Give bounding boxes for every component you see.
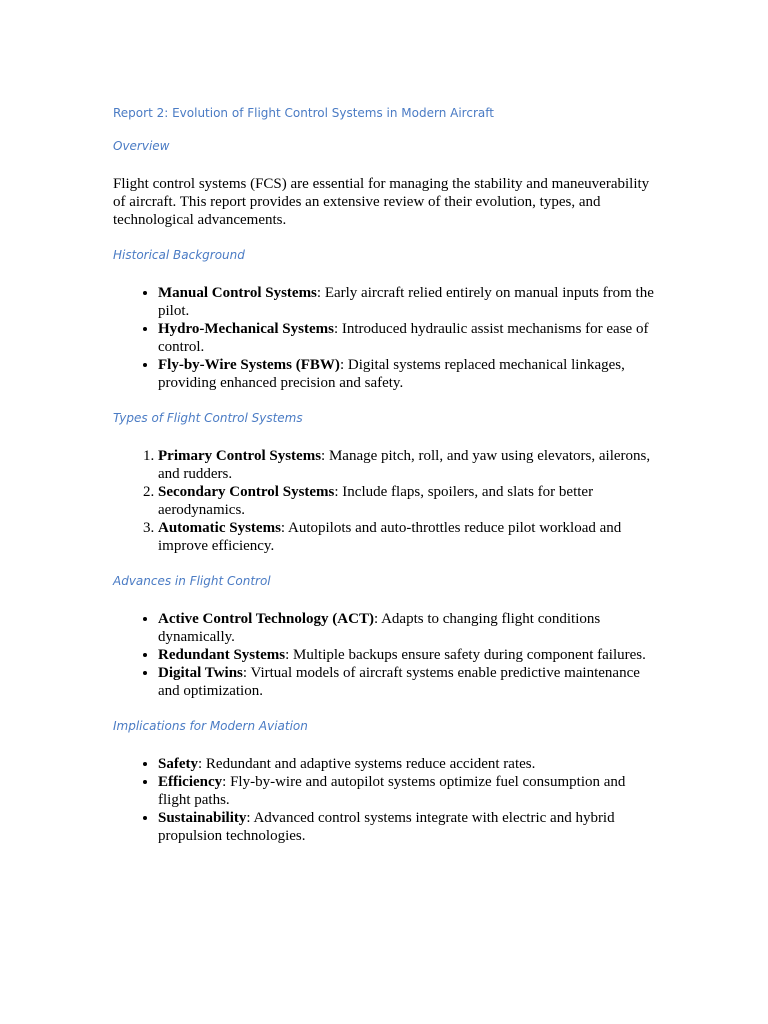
list-item: [158, 356, 658, 392]
list-item: [158, 773, 658, 809]
implications-heading: Implications for Modern Aviation: [113, 719, 308, 733]
implications-list: [113, 755, 658, 845]
list-item: [158, 610, 658, 646]
item-term: Manual Control Systems: [158, 285, 317, 301]
list-item: [158, 447, 658, 483]
list-item: [158, 483, 658, 519]
overview-paragraph: Flight control systems (FCS) are essential for managing the stability and maneuverability of aircraft. This report provides an extensive review of their evolution, types, and technological advancements.: [113, 176, 650, 228]
item-text: : Adapts to changing flight conditions dynamically.: [158, 611, 601, 645]
item-text: : Include flaps, spoilers, and slats for better aerodynamics.: [158, 484, 594, 518]
item-term: Active Control Technology (ACT): [158, 611, 374, 627]
history-heading: Historical Background: [113, 248, 245, 262]
history-list: [113, 284, 658, 392]
item-text: : Digital systems replaced mechanical linkages, providing enhanced precision and safety.: [158, 357, 625, 391]
list-item: [158, 755, 658, 773]
item-text: : Virtual models of aircraft systems enable predictive maintenance and optimization.: [158, 665, 640, 699]
item-term: Fly-by-Wire Systems (FBW): [158, 357, 340, 373]
item-text: : Fly-by-wire and autopilot systems optimize fuel consumption and flight paths.: [158, 774, 626, 808]
types-list: [113, 447, 658, 555]
item-text: : Manage pitch, roll, and yaw using elevators, ailerons, and rudders.: [158, 448, 651, 482]
item-text: : Multiple backups ensure safety during component failures.: [285, 647, 646, 663]
overview-heading: Overview: [113, 139, 170, 153]
item-term: Hydro-Mechanical Systems: [158, 321, 334, 337]
item-term: Safety: [158, 756, 198, 772]
item-text: : Early aircraft relied entirely on manual inputs from the pilot.: [158, 285, 654, 319]
document-title: Report 2: Evolution of Flight Control Systems in Modern Aircraft: [113, 106, 494, 120]
item-text: : Advanced control systems integrate with electric and hybrid propulsion technologies.: [158, 810, 615, 844]
list-item: [158, 519, 658, 555]
item-term: Digital Twins: [158, 665, 243, 681]
list-item: [158, 320, 658, 356]
item-term: Secondary Control Systems: [158, 484, 335, 500]
list-item: [158, 646, 658, 664]
item-term: Sustainability: [158, 810, 247, 826]
document-page: [113, 104, 658, 845]
item-text: : Redundant and adaptive systems reduce accident rates.: [198, 756, 536, 772]
advances-list: [113, 610, 658, 700]
list-item: [158, 284, 658, 320]
item-text: : Autopilots and auto-throttles reduce pilot workload and improve efficiency.: [158, 520, 622, 554]
item-term: Primary Control Systems: [158, 448, 322, 464]
list-item: [158, 809, 658, 845]
item-term: Efficiency: [158, 774, 223, 790]
item-term: Redundant Systems: [158, 647, 286, 663]
types-heading: Types of Flight Control Systems: [113, 411, 303, 425]
item-term: Automatic Systems: [158, 520, 281, 536]
item-text: : Introduced hydraulic assist mechanisms for ease of control.: [158, 321, 649, 355]
list-item: [158, 664, 658, 700]
advances-heading: Advances in Flight Control: [113, 574, 271, 588]
